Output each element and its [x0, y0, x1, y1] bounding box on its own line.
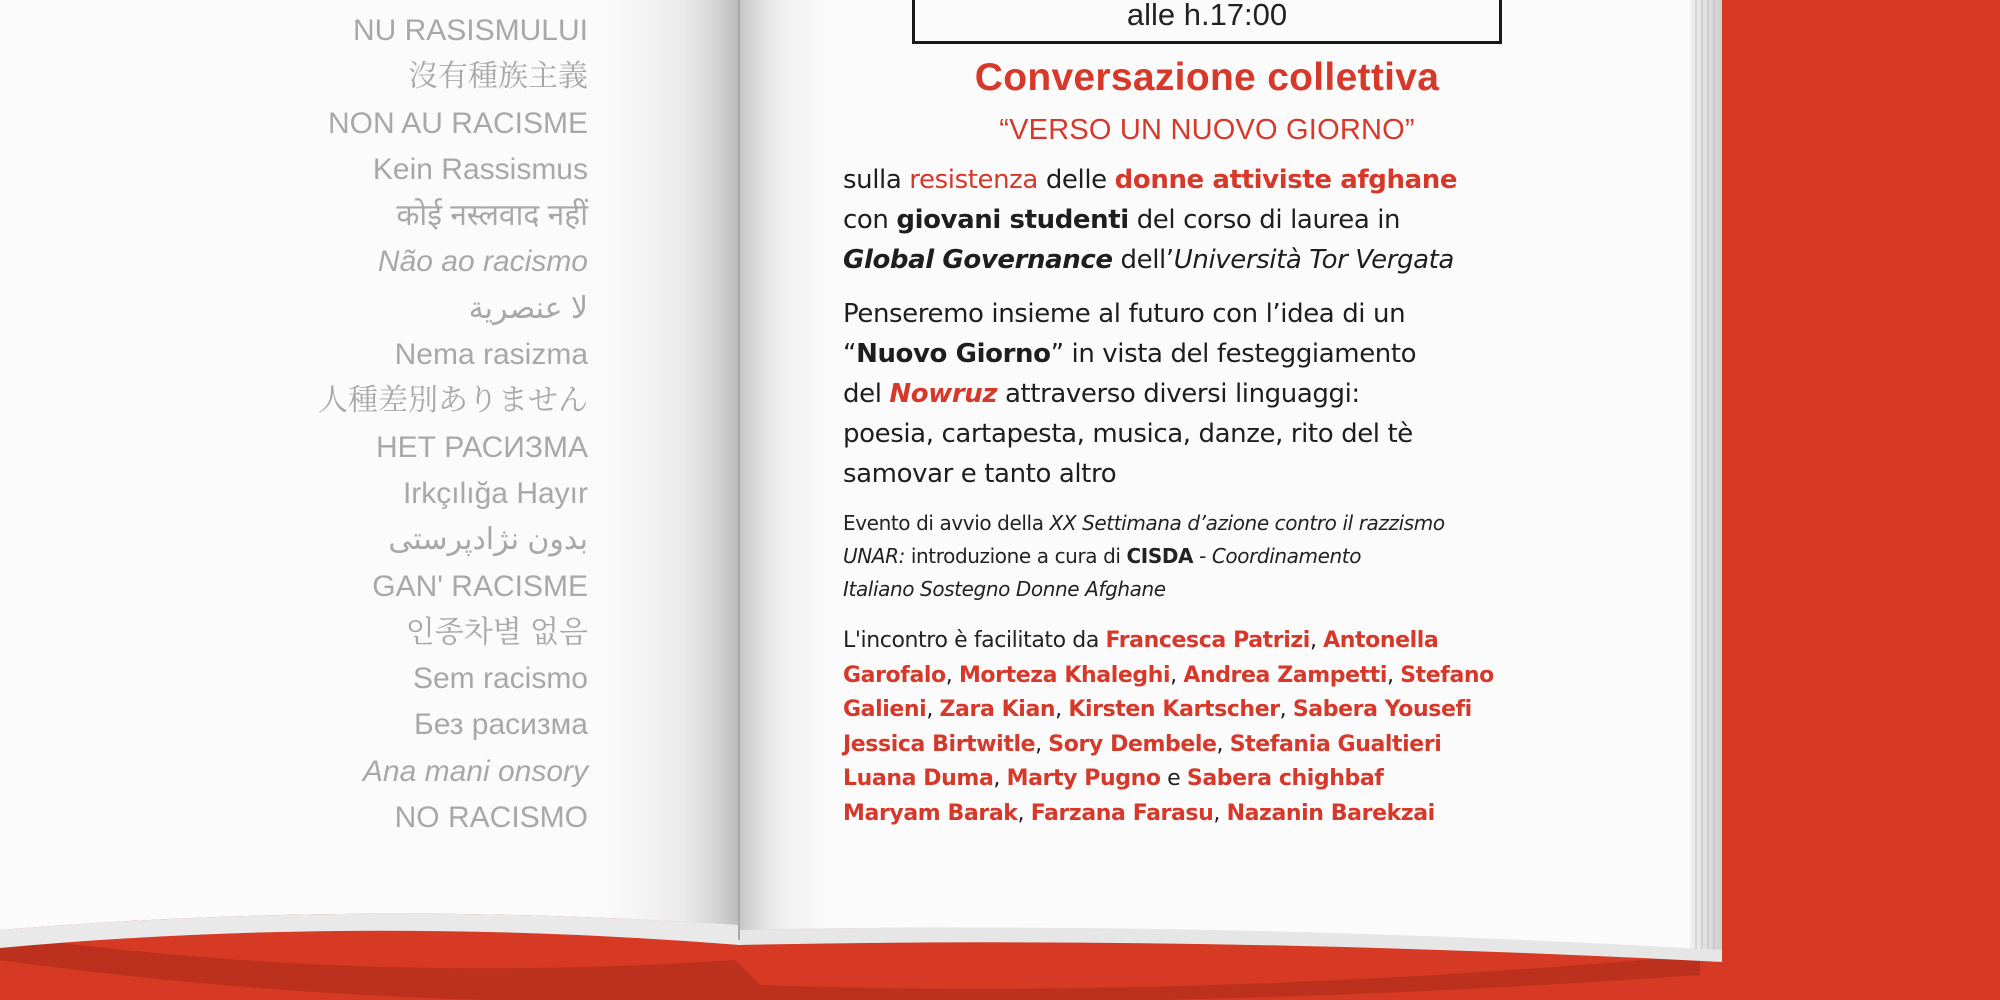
facilitator-name: Sabera Yousefi: [1292, 697, 1472, 722]
phrase-bulgarian: Без расизма: [414, 708, 588, 742]
phrase-korean: 인종차별 없음: [405, 615, 588, 649]
facilitator-name: Stefano: [1400, 662, 1494, 688]
phrase-french: NON AU RACISME: [327, 106, 588, 140]
phrase-romanian: NU RASISMULUI: [352, 14, 588, 47]
facil-line-5: Luana Duma, Marty Pugno e Sabera chighbaf: [843, 766, 1384, 791]
event-line-1: Evento di avvio della XX Settimana d’azione contro il razzismo: [843, 511, 1445, 535]
facilitator-name: Garofalo: [843, 662, 946, 688]
facil-line-3: Galieni, Zara Kian, Kirsten Kartscher, Sabera Yousefi: [843, 697, 1472, 722]
facilitator-name: Francesca Patrizi: [1105, 628, 1310, 653]
event-title: Conversazione collettiva: [974, 56, 1440, 99]
phrase-hindi: कोई नस्लवाद नहीं: [396, 199, 588, 233]
facilitator-name: Marty Pugno: [1006, 766, 1161, 791]
event-context: [843, 507, 1543, 606]
facilitator-name: Antonella: [1323, 628, 1439, 653]
idea-line-3: del Nowruz attraverso diversi linguaggi:: [843, 379, 1360, 409]
event-description: [843, 160, 1543, 494]
event-line-3: Italiano Sostegno Donne Afghane: [843, 577, 1166, 601]
facil-line-2: Garofalo, Morteza Khaleghi, Andrea Zampetti, Stefano: [843, 662, 1494, 688]
facilitator-name: Zara Kian: [939, 697, 1056, 722]
event-time-box: alle h.17:00: [912, 0, 1502, 44]
phrase-creole: GAN' RACISME: [372, 569, 588, 603]
facilitator-name: Andrea Zampetti: [1183, 662, 1387, 688]
facilitator-name: Sabera chighbaf: [1186, 766, 1384, 791]
facilitators-list: [843, 624, 1543, 831]
facilitator-name: Galieni: [843, 697, 927, 722]
phrase-persian: بدون نژادپرستی: [388, 523, 588, 557]
idea-line-5: samovar e tanto altro: [843, 459, 1117, 489]
event-line-2: UNAR: introduzione a cura di CISDA - Coordinamento: [843, 544, 1362, 568]
intro-line-3: Global Governance dell’Università Tor Vergata: [843, 245, 1454, 275]
event-subtitle: “VERSO UN NUOVO GIORNO”: [999, 114, 1415, 146]
phrase-other: Ana mani onsory: [362, 754, 588, 788]
facil-line-1: L'incontro è facilitato da Francesca Patrizi, Antonella: [843, 628, 1439, 653]
phrase-portuguese-2: Sem racismo: [412, 662, 588, 696]
phrase-croatian: Nema rasizma: [394, 338, 588, 372]
facilitator-name: Farzana Farasu: [1030, 800, 1214, 826]
intro-line-1: sulla resistenza delle donne attiviste afghane: [843, 165, 1458, 195]
intro-line-2: con giovani studenti del corso di laurea in: [843, 205, 1401, 235]
facilitator-name: Morteza Khaleghi: [958, 662, 1171, 688]
facilitator-name: Maryam Barak: [843, 800, 1018, 826]
no-racism-language-list: [318, 8, 588, 841]
idea-line-2: “Nuovo Giorno” in vista del festeggiamento: [843, 339, 1417, 369]
facilitator-name: Nazanin Barekzai: [1226, 800, 1435, 826]
facilitator-name: Stefania Gualtieri: [1229, 731, 1442, 757]
phrase-japanese: 人種差別ありません: [318, 384, 588, 418]
phrase-german: Kein Rassismus: [372, 152, 588, 186]
facilitator-name: Luana Duma: [843, 766, 994, 791]
facil-line-6: Maryam Barak, Farzana Farasu, Nazanin Barekzai: [843, 800, 1435, 826]
facilitator-name: Jessica Birtwitle: [843, 731, 1036, 757]
phrase-chinese: 沒有種族主義: [408, 60, 588, 94]
facil-line-4: Jessica Birtwitle, Sory Dembele, Stefania Gualtieri: [843, 731, 1442, 757]
phrase-spanish: NO RACISMO: [394, 801, 588, 835]
facilitator-name: Sory Dembele: [1048, 731, 1217, 757]
idea-line-4: poesia, cartapesta, musica, danze, rito del tè: [843, 419, 1413, 449]
phrase-portuguese: Não ao racismo: [377, 245, 588, 279]
idea-line-1: Penseremo insieme al futuro con l’idea di un: [843, 299, 1406, 329]
phrase-turkish: Irkçılığa Hayır: [402, 476, 588, 510]
facilitator-name: Kirsten Kartscher: [1068, 697, 1280, 722]
phrase-arabic: لا عنصرية: [468, 291, 588, 325]
phrase-russian: НЕТ РАСИЗМА: [375, 430, 588, 464]
